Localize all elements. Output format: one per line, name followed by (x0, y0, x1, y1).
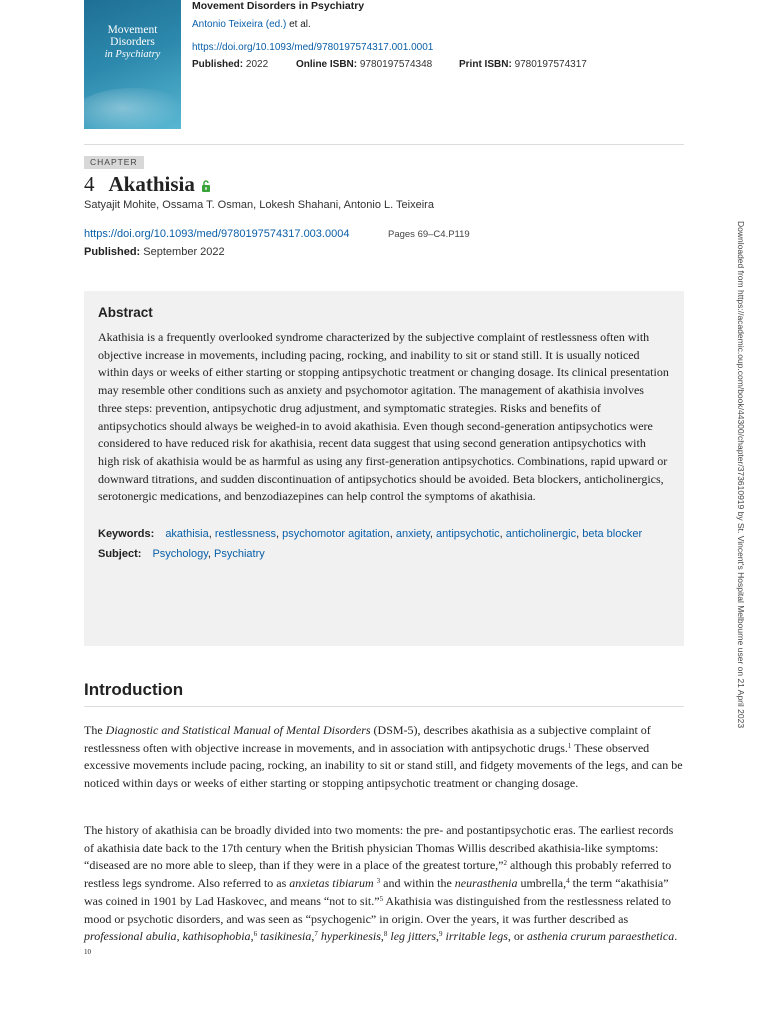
chapter-authors[interactable]: Satyajit Mohite, Ossama T. Osman, Lokesh Shahani, Antonio L. Teixeira (84, 199, 434, 211)
subject-link[interactable]: Psychology (152, 548, 208, 561)
print-isbn-value: 9780197574317 (514, 59, 587, 70)
intro-paragraph-2: The history of akathisia can be broadly divided into two moments: the pre- and postantipsychotic eras. The earliest records of akathisia date back to the 17th century when the British physician Thomas Willis described akathisia-like symptoms: “diseased are no more able to sleep, than if they were in a place of the greatest torture,”$^2$ although this probably referred to restless legs syndrome. Also referred to as anxietas tibiarum $^3$ and within the neurasthenia umbrella,$^4$ the term “akathisia” was coined in 1901 by Lad Haskovec, and means “not to sit.”$^5$ Akathisia was distinguished from the restlessness related to mood or psychotic disorders, and was seen as “psychogenic” in origin. Over the years, it was further described as professional abulia, kathisophobia,$^6$ tasikinesia,$^7$ hyperkinesis,$^8$ leg jitters,$^9$ irritable legs, or asthenia crurum paraesthetica. $^{10}$ (84, 823, 678, 956)
footnote-ref[interactable]: 2 (503, 859, 507, 868)
intro-paragraph-1: The Diagnostic and Statistical Manual of Mental Disorders (DSM-5), describes akathisia as a subjective complaint of restlessness often with objective increase in movements, and in association with antipsychotic drugs.$^1$ These observed excessive movements include pacing, rocking, an inability to sit or stand still, and fidgety movements of the legs, and can be noticed within days or weeks of either starting or stopping antipsychotic treatment or changing dosage. (84, 723, 683, 791)
keyword-link[interactable]: anticholinergic (505, 528, 577, 541)
cover-title-line: in Psychiatry (104, 49, 161, 60)
cover-decoration (84, 88, 181, 129)
book-doi (192, 42, 433, 53)
keyword-link[interactable]: akathisia (165, 528, 209, 541)
editor-link[interactable]: Antonio Teixeira (ed.) (192, 19, 287, 30)
keywords: Keywords: akathisia, restlessness, psychomotor agitation, anxiety, antipsychotic, anticholinergic, beta blocker (98, 528, 643, 541)
keyword-link[interactable]: beta blocker (582, 528, 643, 541)
divider (84, 706, 684, 707)
open-access-lock-icon (201, 180, 211, 192)
cover-title-line: Disorders (110, 36, 155, 48)
online-isbn-label: Online ISBN: (296, 59, 358, 70)
footnote-ref[interactable]: 4 (566, 877, 570, 886)
footnote-ref[interactable]: 7 (314, 930, 318, 939)
keyword-link[interactable]: restlessness (214, 528, 276, 541)
published-value: 2022 (245, 59, 269, 70)
download-note: Downloaded from https://academic.oup.com/book/44300/chapter/373610919 by St. Vincent's Hospital Melbourne user on 21 April 2023 (736, 221, 746, 729)
abstract-text: Akathisia is a frequently overlooked syndrome characterized by the subjective complaint of restlessness often with objective increase in movements, including pacing, rocking, and inability to sit or stand still. It is usually noticed within days or weeks of either starting or stopping antipsychotic treatment or changing dosage. Its clinical presentation may resemble other conditions such as anxiety and psychomotor agitation. The management of akathisia involves three steps: prevention, antipsychotic drug adjustment, and symptomatic strategies. Risks and benefits of antipsychotics should always be weighed-in to avoid akathisia. Even though second-generation antipsychotics were considered to have reduced risk for akathisia, recent data suggest that using second generation antipsychotics with high risk of akathisia would be as harmful as using any first-generation antipsychotics. Combinations, rapid upward or downward titrations, and sudden discontinuation of antipsychotics should be avoided. Beta blockers, anticholinergics, serotonergic medications, and benzodiazepines can help control the symptoms of akathisia. (98, 330, 669, 504)
divider (84, 144, 684, 145)
print-isbn-label: Print ISBN: (459, 59, 512, 70)
editor-suffix: et al. (289, 19, 311, 30)
online-isbn-value: 9780197574348 (359, 59, 433, 70)
book-title[interactable]: Movement Disorders in Psychiatry (192, 0, 365, 12)
keyword-link[interactable]: psychomotor agitation (282, 528, 390, 541)
subject-link[interactable]: Psychiatry (214, 548, 265, 561)
footnote-ref[interactable]: 3 (376, 877, 381, 886)
published-label: Published: (192, 59, 244, 70)
chapter-badge: CHAPTER (84, 156, 144, 169)
chapter-published-label: Published: (84, 246, 141, 258)
abstract-heading: Abstract (98, 305, 153, 320)
keyword-link[interactable]: anxiety (395, 528, 430, 541)
book-doi-link[interactable]: https://doi.org/10.1093/med/9780197574317.001.0001 (192, 42, 434, 53)
chapter-published-value: September 2022 (143, 246, 225, 258)
chapter-doi-link[interactable]: https://doi.org/10.1093/med/9780197574317.003.0004 (84, 228, 350, 240)
footnote-ref[interactable]: 10 (84, 947, 91, 956)
book-cover-image[interactable] (84, 0, 181, 129)
book-editor (192, 19, 311, 30)
subjects: Subject: Psychology, Psychiatry (98, 548, 265, 561)
book-meta (192, 59, 587, 70)
chapter-number: 4 (84, 172, 95, 196)
keyword-link[interactable]: antipsychotic (436, 528, 500, 541)
footnote-ref[interactable]: 5 (379, 894, 384, 903)
footnote-ref[interactable]: 1 (567, 741, 572, 750)
chapter-title-text: Akathisia (108, 172, 195, 196)
chapter-title (84, 172, 211, 197)
chapter-doi (84, 228, 349, 240)
chapter-pages: Pages 69–C4.P119 (388, 229, 470, 240)
cover-title-line: Movement (107, 24, 158, 36)
footnote-ref[interactable]: 8 (383, 930, 388, 939)
abstract-box (84, 291, 684, 646)
chapter-published (84, 246, 225, 258)
cover-title (90, 24, 175, 61)
footnote-ref[interactable]: 6 (253, 930, 258, 939)
footnote-ref[interactable]: 9 (439, 930, 443, 939)
introduction-heading: Introduction (84, 680, 184, 699)
subject-label: Subject: (98, 548, 142, 561)
keywords-label: Keywords: (98, 528, 155, 541)
